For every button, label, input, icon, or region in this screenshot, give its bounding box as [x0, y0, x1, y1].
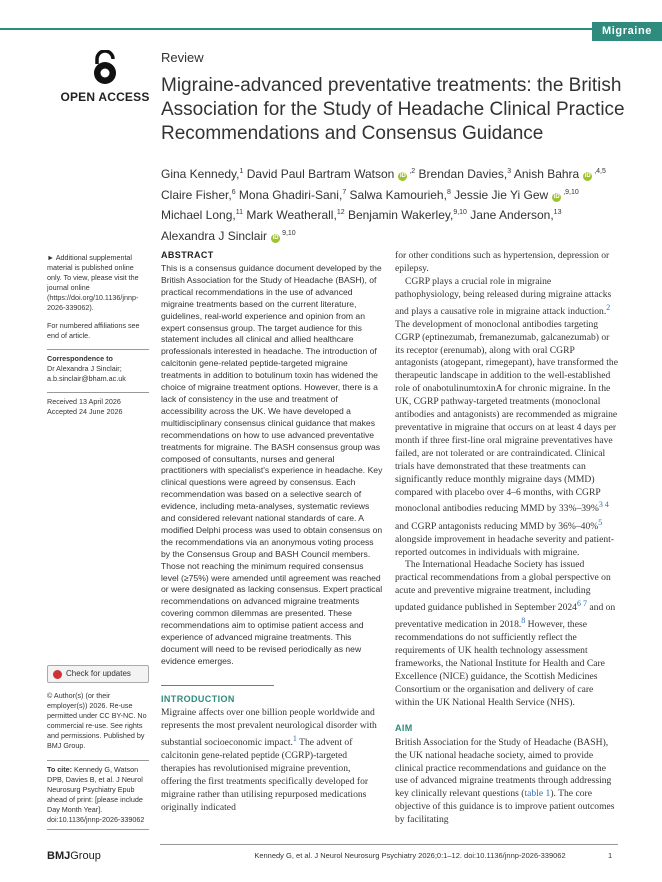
aim-heading: AIM [395, 722, 413, 733]
orcid-icon[interactable]: iD [399, 173, 406, 179]
paragraph [395, 737, 618, 827]
reference-link[interactable]: 5 [598, 517, 603, 527]
intro-sentence: The advent of calcitonin gene-related peptide (CGRP)-targeted therapies has revolutionised migraine prevention, offering the first treatments specifically developed for migraine rather than utilising repurposed medications originally indicated [161, 737, 369, 813]
logo-rest: Group [70, 850, 101, 862]
introduction-text [161, 707, 383, 814]
author-name[interactable]: Claire Fisher, [161, 187, 232, 202]
paragraph-text: CGRP plays a crucial role in migraine pathophysiology, being released during migraine attacks and plays a causative role in migraine attack induction. [395, 275, 612, 317]
author-name[interactable]: David Paul Bartram Watson [243, 167, 395, 181]
page-number: 1 [608, 851, 613, 860]
author-list [161, 163, 621, 245]
open-access-label: OPEN ACCESS [60, 90, 150, 104]
bmj-group-logo[interactable] [47, 850, 101, 862]
author-name[interactable]: Jane Anderson, [466, 208, 554, 222]
author-name[interactable]: Anish Bahra [511, 167, 580, 181]
article-title: Migraine-advanced preventative treatments: the British Association for the Study of Headache Clinical Practice Recommendations and Consensus Guidance [161, 75, 625, 144]
author-name[interactable]: Alexandra J Sinclair [161, 228, 268, 243]
top-bar [0, 0, 662, 30]
open-access-badge [60, 50, 150, 104]
orcid-icon[interactable]: iD [553, 193, 560, 200]
paragraph-text: and CGRP antagonists reducing MMD by 36%–40% [395, 520, 599, 532]
introduction-heading: INTRODUCTION [161, 694, 235, 704]
author-name[interactable]: Mark Weatherall, [243, 208, 337, 222]
affiliation-ref: 9,10 [282, 229, 296, 237]
reference-link[interactable]: 1 [292, 733, 297, 743]
citation-box [47, 760, 149, 830]
body-column [395, 250, 618, 827]
author-name[interactable]: Gina Kennedy, [161, 167, 240, 181]
logo-bold: BMJ [47, 850, 71, 862]
affiliation-ref: 1 [239, 168, 244, 175]
paragraph: for other conditions such as hypertension, depression or epilepsy. [395, 250, 610, 274]
spacer [395, 710, 618, 722]
paragraph [395, 276, 618, 560]
affiliation-ref: 9,10 [453, 209, 467, 216]
introduction-section [161, 694, 383, 814]
author-name[interactable]: Jessie Jie Yi Gew [450, 187, 549, 202]
accepted-date: Accepted 24 June 2026 [47, 407, 123, 416]
affiliation-ref: 6 [231, 188, 236, 196]
orcid-icon[interactable]: iD [584, 173, 591, 179]
cite-text: Kennedy G, Watson DPB, Davies B, et al. J Neurol Neurosurg Psychiatry Epub ahead of print: [please include Day Month Year]. doi:10.1136/jnnp-2026-339062 [47, 765, 145, 824]
affiliation-ref: ,9,10 [563, 188, 579, 196]
divider [47, 349, 149, 350]
correspondence-contact[interactable]: Dr Alexandra J Sinclair; a.b.sinclair@bham.ac.uk [47, 364, 126, 383]
divider [47, 392, 149, 393]
affiliation-ref: 7 [342, 188, 347, 196]
footer-rule [160, 844, 618, 845]
paragraph-text: alongside improvement in headache severity and patient-reported outcomes in individuals with migraine. [395, 533, 614, 558]
affiliation-ref: 11 [235, 209, 243, 216]
abstract-heading: ABSTRACT [161, 250, 214, 260]
paragraph [395, 559, 618, 709]
orcid-icon[interactable]: iD [272, 234, 279, 241]
paragraph-text: ). The core objective of this guidance is to improve patient outcomes by facilitating [395, 788, 615, 826]
article-type: Review [161, 50, 204, 65]
received-date: Received 13 April 2026 [47, 397, 121, 406]
affiliation-ref: 13 [553, 209, 562, 216]
intro-sentence: Migraine affects over one billion people worldwide and represents the most prevalent neurological disorder with substantial socioeconomic impact. [161, 707, 377, 748]
correspondence-label: Correspondence to [47, 354, 113, 363]
reference-link[interactable]: 2 [606, 302, 611, 312]
paragraph-text: and on preventative medication in 2018. [395, 602, 616, 631]
copyright-notice: © Author(s) (or their employer(s)) 2026. Re-use permitted under CC BY-NC. No commercial re-use. See rights and permissions. Published by BMJ Group. [47, 691, 147, 750]
supplemental-note: ► Additional supplemental material is published online only. To view, please visit the journal online (https://doi.org/10.1136/jnnp-2026-339062). [47, 253, 139, 312]
check-for-updates-button[interactable] [47, 665, 149, 683]
author-name[interactable]: Mona Ghadiri-Sani, [235, 187, 343, 202]
reference-link[interactable]: 3 4 [598, 500, 609, 510]
affiliations-note: For numbered affiliations see end of article. [47, 321, 140, 340]
affiliation-ref: 3 [507, 168, 512, 175]
affiliation-ref: 8 [446, 188, 451, 196]
article-sidebar [47, 253, 149, 425]
author-name[interactable]: Salwa Kamourieh, [346, 187, 447, 202]
table-link[interactable]: table 1 [524, 788, 551, 800]
reference-link[interactable]: 8 [521, 616, 526, 626]
footer-citation: Kennedy G, et al. J Neurol Neurosurg Psychiatry 2026;0:1–12. doi:10.1136/jnnp-2026-339062 [254, 851, 566, 860]
affiliation-ref: 12 [336, 209, 345, 216]
affiliation-ref: ,4,5 [594, 168, 606, 175]
reference-link[interactable]: 6 7 [576, 599, 587, 609]
author-name[interactable]: Michael Long, [161, 208, 236, 222]
affiliation-ref: ,2 [409, 168, 416, 175]
check-updates-label: Check for updates [66, 669, 131, 678]
open-access-icon [90, 50, 120, 86]
section-tag: Migraine [592, 22, 662, 41]
paragraph-text: British Association for the Study of Headache (BASH), the UK national headache society, aimed to provide clinical practice recommendations and guidance on the use of advanced migraine treatments through addressing key clinically relevant questions ( [395, 736, 612, 800]
cite-label: To cite: [47, 765, 73, 774]
abstract-text: This is a consensus guidance document developed by the British Association for the Study of Headache (BASH), of practical recommendations in the use of advanced migraine treatments based on the current literature, guidelines, real-world experience and opinion from an expert consensus group. The target audience for this statement includes all clinical and allied healthcare professionals interested in headache. The introduction of calcitonin gene-related peptide-targeted migraine treatments in addition to botulinum toxin has widened the choice of migraine treatment options. However, there is a lack of consistency in the use and treatment of accessibility across the UK. We have developed a multidisciplinary consensus clinical guidance that makes recommendations on how to use advanced preventative treatments for migraine. The BASH consensus group was composed of consultants, nurses and general practitioners with specialist's experience in headache. Key clinical questions were agreed by consensus. Each recommendation was based on a selective search of evidence, including meta-analyses, systematic reviews and considered relevant national standards of care. A modified Delphi process was used to obtain consensus on the recommendations via an anonymous voting process by the Consensus Group and BASH Council members. Those not reaching the minimum required consensus level (≥75%) were amended until agreement was reached or were designated as lacking consensus. Expert practical recommendations on advanced migraine treatments covering common dilemmas are presented. These recommendations aim to optimise patient access and experience of advanced migraine treatments. This document will need to be revised periodically as new evidence emerges. [161, 263, 383, 666]
paragraph-text: However, these recommendations do not sufficiently reflect the requirements of UK health technology assessment frameworks, the National Institute for Health and Care Excellence (NICE) guidance, the Scottish Medicines Consortium or the organisation and delivery of care within the UK National Health Service (NHS). [395, 619, 605, 708]
abstract-column [161, 250, 383, 668]
divider [161, 685, 274, 686]
author-name[interactable]: Benjamin Wakerley, [344, 208, 454, 222]
accent-rule [0, 28, 662, 30]
paragraph-text: The International Headache Society has issued practical recommendations from a global perspective on acute and preventive migraine treatment, including updated guidance published in September 2024 [395, 559, 611, 614]
paragraph-text: The development of monoclonal antibodies targeting CGRP (eptinezumab, fremanezumab, galcanezumab) or its receptor (erenumab), along with oral CGRP antagonists (atogepant, rimegepant), have transformed the therapeutic landscape in addition to the well-established role of onabotulinumtoxinA for chronic migraine. In the UK, CGRP pathway-targeted treatments (monoclonal antibodies and antagonists) are recommended as migraine preventative in migraine that occurs on at least 4 days per month if three first-line oral migraine preventatives have failed, are not tolerated or are contraindicated. Clinical trials have demonstrated that these treatments can significantly reduce monthly migraine days (MMD) compared with placebo over 4–6 months, with CGRP monoclonal antibodies reducing MMD by 33%–39% [395, 318, 618, 515]
author-name[interactable]: Brendan Davies, [415, 167, 508, 181]
crossmark-icon [53, 670, 62, 679]
